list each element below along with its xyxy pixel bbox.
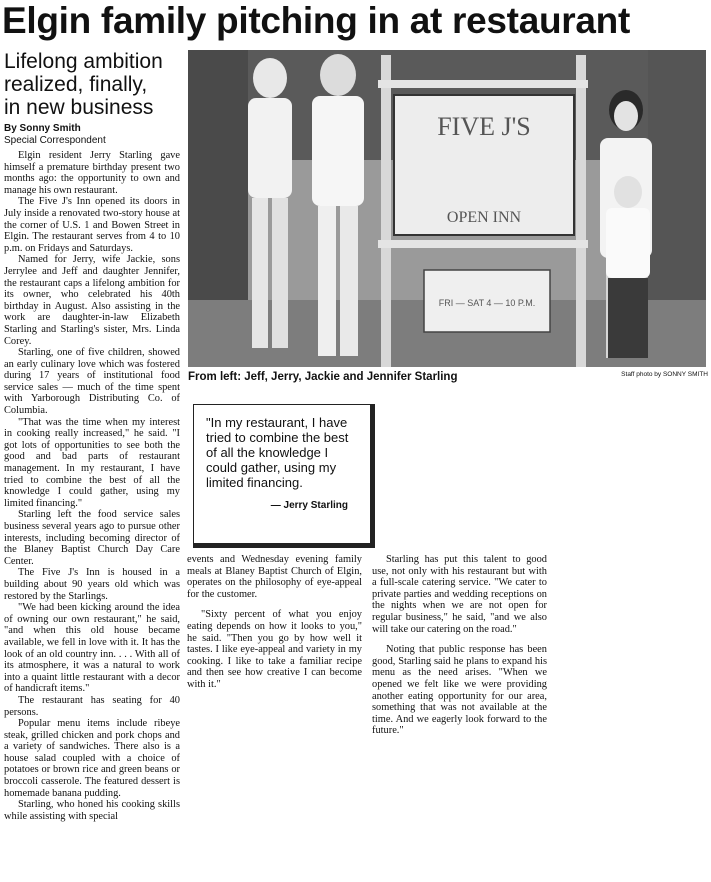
paragraph: events and Wednesday evening family meals at Blaney Baptist Church of Elgin, operates on the philosophy of eye-appeal for the customer.: [187, 554, 362, 600]
paragraph: "We had been kicking around the idea of owning our own restaurant," he said, "and when this old house became available, we fell in love with it. It has the look of an old country inn. . . . With all of its atmosphere, it was a natural to work into a quaint little restaurant with a decor of handicraft items.": [4, 602, 180, 695]
paragraph: Noting that public response has been good, Starling said he plans to expand his menu as the need arises. "When we opened we felt like we were providing another eating opportunity for our area, something that was not available at the time. And we eagerly look forward to the future.": [372, 644, 547, 737]
pull-quote-attribution: — Jerry Starling: [270, 500, 348, 511]
paragraph: Popular menu items include ribeye steak, grilled chicken and pork chops and a variety of sandwiches. There also is a house salad coupled with a choice of potatoes or brown rice and green beans or broccoli casserole. The featured dessert is homemade banana pudding.: [4, 718, 180, 799]
article-column-3: [372, 554, 547, 880]
paragraph: Starling, who honed his cooking skills while assisting with special: [4, 799, 180, 822]
photo-credit: Staff photo by SONNY SMITH: [621, 371, 708, 378]
article-column-1: [4, 150, 180, 880]
pull-quote: [193, 404, 375, 548]
paragraph: Starling, one of five children, showed an early culinary love which was fostered during 17 years of institutional food service sales — much of the time spent with Yarborough Distributing Co. of Columbia.: [4, 347, 180, 417]
paragraph: Named for Jerry, wife Jackie, sons Jerrylee and Jeff and daughter Jennifer, the restaurant caps a lifelong ambition for its owner, who celebrated his 40th birthday in August. Also assisting in the work are daughter-in-law Elizabeth Starling and Starling's sister, Mrs. Linda Corey.: [4, 254, 180, 347]
headline: Elgin family pitching in at restaurant: [2, 0, 630, 41]
byline-name: By Sonny Smith: [4, 123, 81, 134]
paragraph: The restaurant has seating for 40 persons.: [4, 694, 180, 718]
photo-graphic: [188, 50, 706, 367]
byline-role: Special Correspondent: [4, 135, 106, 146]
paragraph: Starling has put this talent to good use, not only with his restaurant but with a full-scale catering service. "We cater to private parties and wedding receptions on the nights when we are not open for regular business," he said, "and we also will take our catering on the road.": [372, 554, 547, 635]
sign-hours: FRI — SAT 4 — 10 P.M.: [438, 298, 536, 308]
subhead-line: in new business: [4, 96, 154, 119]
paragraph: "Sixty percent of what you enjoy eating depends on how it looks to you," he said. "Then you go by how well it tastes. I like eye-appeal and variety in my cooking. I like to take a familiar recipe and then see how creative I can become with it.": [187, 609, 362, 690]
subhead-line: realized, finally,: [4, 73, 148, 96]
paragraph: Elgin resident Jerry Starling gave himself a premature birthday present two months ago: the opportunity to own and manage his own restaurant.: [4, 150, 180, 196]
byline: [4, 123, 184, 147]
paragraph: "That was the time when my interest in cooking really increased," he said. "I got lots of opportunities to see both the good and bad parts of restaurant management. In my restaurant, I have tried to combine the best of all the knowledge I could gather, using my limited financing.": [4, 416, 180, 509]
sign-name: FIVE J'S: [437, 112, 531, 141]
family-photo: [188, 50, 706, 367]
article-column-2: [187, 554, 362, 880]
subhead: [4, 50, 179, 119]
subhead-line: Lifelong ambition: [4, 50, 163, 73]
paragraph: The Five J's Inn opened its doors in July inside a renovated two-story house at the corner of U.S. 1 and Bowen Street in Elgin. The restaurant serves from 4 to 10 p.m. on Fridays and Saturdays.: [4, 196, 180, 254]
pull-quote-text: "In my restaurant, I have tried to combine the best of all the knowledge I could gather, using my limited financing.: [206, 415, 349, 490]
paragraph: The Five J's Inn is housed in a building about 90 years old which was restored by the Starlings.: [4, 567, 180, 602]
paragraph: Starling left the food service sales business several years ago to pursue other interests, including becoming director of the Blaney Baptist Church Day Care Center.: [4, 509, 180, 567]
photo-caption: From left: Jeff, Jerry, Jackie and Jennifer Starling: [188, 371, 458, 383]
sign-sub: OPEN INN: [446, 209, 522, 226]
